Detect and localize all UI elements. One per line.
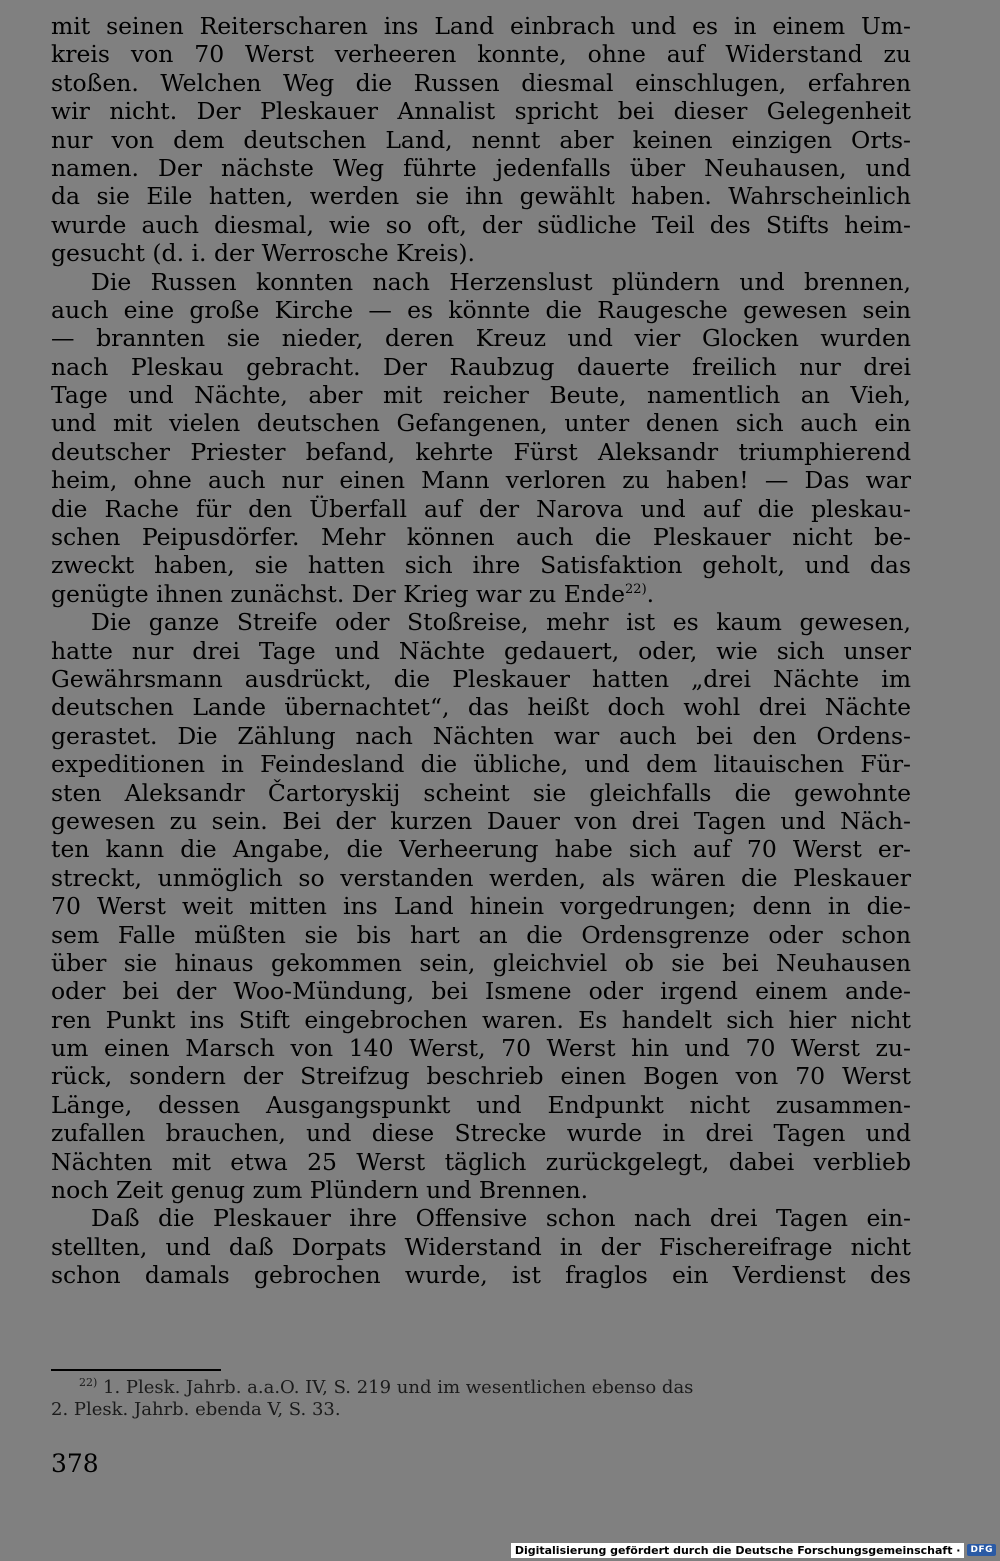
text-line — [51, 1006, 911, 1034]
text-line-content: gesucht (d. i. der Werrosche Kreis). — [51, 239, 476, 268]
text-line-content: wurde auch diesmal, wie so oft, der südliche Teil des Stifts heim- — [51, 210, 911, 239]
text-line — [51, 551, 911, 579]
page-body — [51, 12, 911, 1290]
footnote-text-1: 1. Plesk. Jahrb. a.a.O. IV, S. 219 und im wesentlichen ebenso das — [97, 1377, 694, 1398]
text-line — [51, 12, 911, 40]
text-line — [51, 693, 911, 721]
text-line-content: namen. Der nächste Weg führte jedenfalls über Neuhausen, und — [51, 153, 911, 182]
text-line-content: 70 Werst weit mitten ins Land hinein vorgedrungen; denn in die- — [51, 892, 911, 921]
page-number: 378 — [51, 1449, 99, 1478]
footnote-reference: 22) — [625, 581, 647, 597]
footnote-marker: 22) — [79, 1376, 98, 1389]
text-line-content: gerastet. Die Zählung nach Nächten war auch bei den Ordens- — [51, 721, 911, 750]
text-line-content: stellten, und daß Dorpats Widerstand in der Fischereifrage nicht — [51, 1232, 911, 1261]
credit-text: Digitalisierung gefördert durch die Deutsche Forschungsgemeinschaft · — [511, 1543, 965, 1558]
text-line-content: Nächten mit etwa 25 Werst täglich zurückgelegt, dabei verblieb — [51, 1147, 911, 1176]
text-line — [51, 523, 911, 551]
text-line — [51, 1148, 911, 1176]
text-line-content: noch Zeit genug zum Plündern und Brennen. — [51, 1176, 589, 1205]
text-line — [51, 1204, 911, 1232]
text-line-content: die Rache für den Überfall auf der Narova und auf die pleskau- — [51, 494, 911, 523]
text-line — [51, 637, 911, 665]
text-line — [51, 154, 911, 182]
text-line — [51, 353, 911, 381]
text-line — [51, 750, 911, 778]
text-line-content: hatte nur drei Tage und Nächte gedauert, oder, wie sich unser — [51, 636, 911, 665]
text-line-content: expeditionen in Feindesland die übliche, und dem litauischen Für- — [51, 750, 911, 779]
text-line — [51, 864, 911, 892]
text-line — [51, 977, 911, 1005]
text-line — [51, 438, 911, 466]
text-line-content: genügte ihnen zunächst. Der Krieg war zu Ende — [51, 579, 626, 608]
footnote-line-2: 2. Plesk. Jahrb. ebenda V, S. 33. — [51, 1399, 341, 1420]
text-line-content: da sie Eile hatten, werden sie ihn gewählt haben. Wahrscheinlich — [51, 182, 911, 211]
text-line — [51, 608, 911, 636]
text-line-content: stoßen. Welchen Weg die Russen diesmal einschlugen, erfahren — [51, 68, 911, 97]
text-line-content: deutscher Priester befand, kehrte Fürst Aleksandr triumphierend — [51, 437, 911, 466]
text-line-content: nur von dem deutschen Land, nennt aber keinen einzigen Orts- — [51, 125, 911, 154]
text-line — [51, 1091, 911, 1119]
text-line-content: schon damals gebrochen wurde, ist fraglos ein Verdienst des — [51, 1261, 911, 1290]
text-line-content: ten kann die Angabe, die Verheerung habe sich auf 70 Werst er- — [51, 835, 911, 864]
text-line — [51, 324, 911, 352]
text-line-content: zufallen brauchen, und diese Strecke wurde in drei Tagen und — [51, 1119, 911, 1148]
text-line — [51, 665, 911, 693]
text-line — [51, 921, 911, 949]
text-line-content: kreis von 70 Werst verheeren konnte, ohne auf Widerstand zu — [51, 40, 911, 69]
text-line — [51, 211, 911, 239]
text-line — [51, 126, 911, 154]
text-line-content: über sie hinaus gekommen sein, gleichviel ob sie bei Neuhausen — [51, 948, 911, 977]
text-line — [51, 807, 911, 835]
footnote-separator — [51, 1369, 221, 1371]
text-line — [51, 949, 911, 977]
text-line — [51, 892, 911, 920]
text-line — [51, 1233, 911, 1261]
text-line — [51, 779, 911, 807]
text-line — [51, 1034, 911, 1062]
text-line-content: Daß die Pleskauer ihre Offensive schon nach drei Tagen ein- — [91, 1204, 911, 1233]
text-line-content: Länge, dessen Ausgangspunkt und Endpunkt nicht zusammen- — [51, 1090, 911, 1119]
text-line-content: Gewährsmann ausdrückt, die Pleskauer hatten „drei Nächte im — [51, 664, 911, 693]
text-line-content: Die ganze Streife oder Stoßreise, mehr ist es kaum gewesen, — [91, 608, 911, 637]
text-line — [51, 835, 911, 863]
text-line-content: sem Falle müßten sie bis hart an die Ordensgrenze oder schon — [51, 920, 911, 949]
text-line — [51, 381, 911, 409]
text-line-tail: . — [646, 579, 655, 608]
footnote — [51, 1377, 911, 1421]
text-line — [51, 466, 911, 494]
text-line — [51, 580, 911, 608]
text-line-content: streckt, unmöglich so verstanden werden, als wären die Pleskauer — [51, 863, 911, 892]
text-line-content: Tage und Nächte, aber mit reicher Beute, namentlich an Vieh, — [51, 381, 911, 410]
text-line — [51, 409, 911, 437]
text-line — [51, 1176, 911, 1204]
text-line — [51, 1062, 911, 1090]
text-line-content: — brannten sie nieder, deren Kreuz und vier Glocken wurden — [51, 324, 911, 353]
text-line-content: auch eine große Kirche — es könnte die Raugesche gewesen sein — [51, 295, 911, 324]
text-line — [51, 268, 911, 296]
text-line — [51, 1119, 911, 1147]
footnote-line-1 — [51, 1377, 911, 1399]
text-line-content: deutschen Lande übernachtet“, das heißt doch wohl drei Nächte — [51, 693, 911, 722]
text-line — [51, 239, 911, 267]
text-line — [51, 97, 911, 125]
text-line — [51, 69, 911, 97]
credit-bar — [511, 1539, 1000, 1561]
text-line-content: Die Russen konnten nach Herzenslust plündern und brennen, — [91, 267, 911, 296]
text-line — [51, 495, 911, 523]
text-line-content: zweckt haben, sie hatten sich ihre Satisfaktion geholt, und das — [51, 551, 911, 580]
text-line-content: und mit vielen deutschen Gefangenen, unter denen sich auch ein — [51, 409, 911, 438]
text-line-content: mit seinen Reiterscharen ins Land einbrach und es in einem Um- — [51, 12, 911, 40]
text-line-content: sten Aleksandr Čartoryskij scheint sie gleichfalls die gewohnte — [51, 778, 911, 807]
text-line-content: um einen Marsch von 140 Werst, 70 Werst hin und 70 Werst zu- — [51, 1034, 911, 1063]
text-line-content: oder bei der Woo-Mündung, bei Ismene oder irgend einem ande- — [51, 977, 911, 1006]
text-line — [51, 182, 911, 210]
text-line-content: schen Peipusdörfer. Mehr können auch die Pleskauer nicht be- — [51, 523, 911, 552]
text-line-content: nach Pleskau gebracht. Der Raubzug dauerte freilich nur drei — [51, 352, 911, 381]
text-line-content: gewesen zu sein. Bei der kurzen Dauer von drei Tagen und Näch- — [51, 806, 911, 835]
text-line-content: wir nicht. Der Pleskauer Annalist spricht bei dieser Gelegenheit — [51, 97, 911, 126]
text-line-content: ren Punkt ins Stift eingebrochen waren. Es handelt sich hier nicht — [51, 1005, 911, 1034]
text-line — [51, 1261, 911, 1289]
dfg-logo: DFG — [967, 1544, 996, 1556]
text-line-content: heim, ohne auch nur einen Mann verloren zu haben! — Das war — [51, 466, 911, 495]
text-line — [51, 722, 911, 750]
text-line — [51, 296, 911, 324]
text-line-content: rück, sondern der Streifzug beschrieb einen Bogen von 70 Werst — [51, 1062, 911, 1091]
text-line — [51, 40, 911, 68]
